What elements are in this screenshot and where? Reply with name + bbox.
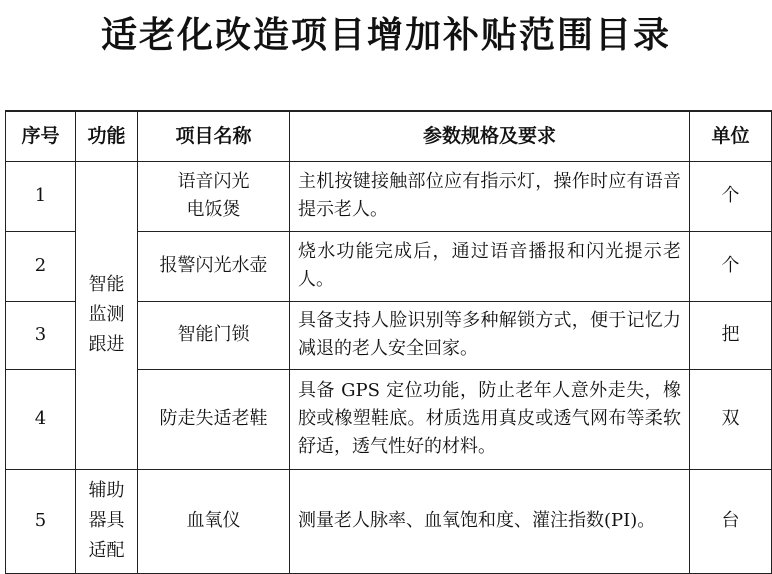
header-function: 功能 (76, 111, 138, 161)
item-name-line: 电饭煲 (186, 199, 241, 220)
function-group-cell (76, 469, 138, 573)
item-name-line: 语音闪光 (177, 171, 250, 192)
header-unit: 单位 (690, 111, 772, 161)
item-name-line: 防走失适老鞋 (159, 408, 268, 429)
row-index: 1 (6, 161, 76, 231)
function-group-label (87, 270, 127, 360)
header-index: 序号 (6, 111, 76, 161)
document-title: 适老化改造项目增加补贴范围目录 (100, 15, 671, 56)
item-name-cell (138, 301, 290, 369)
function-group-line: 跟进 (88, 334, 125, 355)
item-name-cell (138, 161, 290, 231)
item-unit: 把 (690, 301, 772, 369)
function-group-line: 智能 (88, 274, 125, 295)
item-unit: 双 (690, 369, 772, 469)
item-unit: 个 (690, 161, 772, 231)
item-spec: 测量老人脉率、血氧饱和度、灌注指数(PI)。 (290, 469, 690, 573)
table-row (6, 161, 772, 231)
subsidy-catalog-table (5, 110, 772, 574)
item-spec: 烧水功能完成后，通过语音播报和闪光提示老人。 (290, 231, 690, 301)
table-header-row (6, 111, 772, 161)
item-name-cell (138, 231, 290, 301)
function-group-cell (76, 161, 138, 469)
row-index: 5 (6, 469, 76, 573)
item-spec: 主机按键接触部位应有指示灯，操作时应有语音提示老人。 (290, 161, 690, 231)
item-name-cell (138, 369, 290, 469)
row-index: 3 (6, 301, 76, 369)
item-unit: 个 (690, 231, 772, 301)
item-spec: 具备 GPS 定位功能，防止老年人意外走失，橡胶或橡塑鞋底。材质选用真皮或透气网布等柔软舒适，透气性好的材料。 (290, 369, 690, 469)
table-row (6, 469, 772, 573)
header-name: 项目名称 (138, 111, 290, 161)
function-group-line: 监测 (88, 304, 125, 325)
item-unit: 台 (690, 469, 772, 573)
item-name-line: 血氧仪 (186, 510, 241, 531)
function-group-line: 适配 (88, 540, 125, 561)
function-group-line: 器具 (88, 510, 125, 531)
item-spec: 具备支持人脸识别等多种解锁方式，便于记忆力减退的老人安全回家。 (290, 301, 690, 369)
item-name-line: 报警闪光水壶 (159, 255, 268, 276)
header-spec: 参数规格及要求 (290, 111, 690, 161)
row-index: 2 (6, 231, 76, 301)
row-index: 4 (6, 369, 76, 469)
function-group-label (87, 476, 127, 566)
item-name-cell (138, 469, 290, 573)
function-group-line: 辅助 (88, 480, 125, 501)
item-name-line: 智能门锁 (177, 324, 250, 345)
